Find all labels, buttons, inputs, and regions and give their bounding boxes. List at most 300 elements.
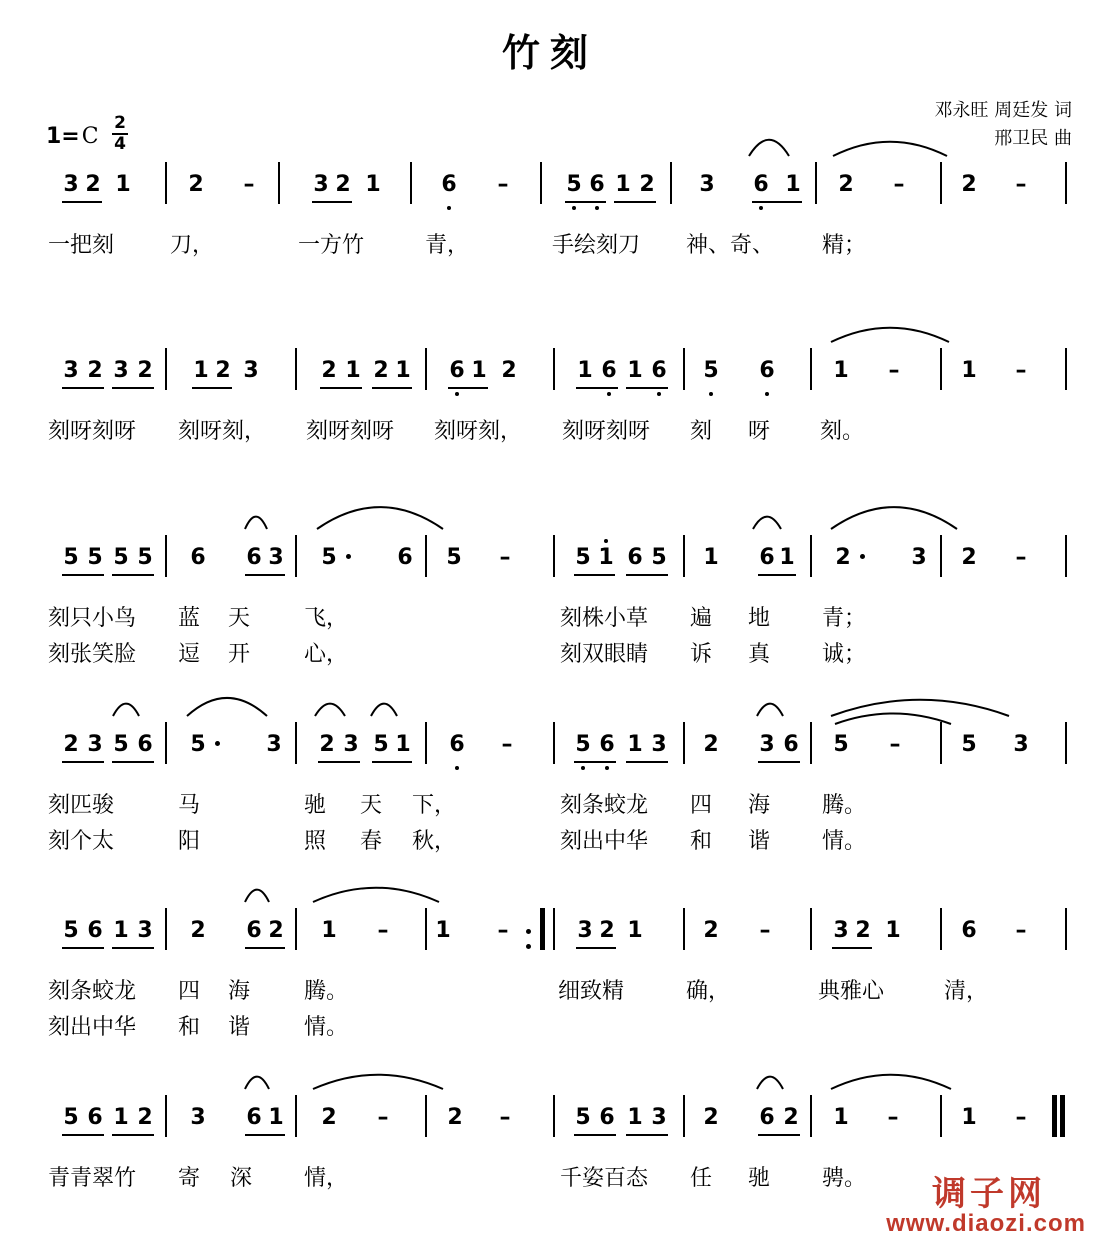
lyric-text: 神、奇、: [686, 233, 775, 258]
beam: [758, 1134, 800, 1136]
note: 2: [855, 918, 871, 943]
slur: [830, 1073, 952, 1091]
note: 1: [345, 358, 361, 383]
note: 3: [113, 358, 129, 383]
barline: [940, 162, 942, 204]
beam: [574, 1134, 616, 1136]
beam: [245, 947, 285, 949]
barline: [165, 1095, 167, 1137]
note: 2: [703, 1105, 719, 1130]
lyric-text: 刻出中华: [48, 1015, 137, 1040]
barline: [810, 348, 812, 390]
note: 1: [779, 545, 795, 570]
watermark-brand: 调子网: [932, 1174, 1046, 1214]
note: 3: [651, 732, 667, 757]
lyric-text: 深: [230, 1166, 253, 1191]
note: 6: [87, 1105, 103, 1130]
slur: [756, 702, 784, 718]
barline: [1065, 908, 1067, 950]
slur: [832, 140, 948, 158]
lyric-text: 细致精: [558, 979, 625, 1004]
slur: [244, 515, 268, 531]
lyric-text: 谐: [228, 1015, 251, 1040]
note: 2: [373, 358, 389, 383]
barline: [278, 162, 280, 204]
lyric-text: 青，: [425, 233, 470, 258]
note: 2: [838, 172, 854, 197]
note: 1: [627, 732, 643, 757]
beam: [752, 201, 802, 203]
song-title: 竹刻: [501, 31, 598, 75]
note: 3: [63, 358, 79, 383]
barline: [553, 908, 555, 950]
beam: [62, 761, 104, 763]
lyric-text: 骋。: [822, 1166, 867, 1191]
augmentation-dot: [860, 554, 865, 559]
lyric-text: 刻株小草: [560, 606, 649, 631]
repeat-dot: [526, 944, 531, 949]
lyric-text: 刻只小鸟: [48, 606, 137, 631]
barline: [553, 722, 555, 764]
lyric-text: 刻呀刻，: [434, 419, 523, 444]
lyric-text: 典雅心: [818, 979, 885, 1004]
dash-extension: –: [887, 1105, 899, 1130]
note: 5: [575, 545, 591, 570]
note: 6: [397, 545, 413, 570]
note: 5: [833, 732, 849, 757]
watermark-url: www.diaozi.com: [886, 1210, 1086, 1237]
octave-low-dot: [595, 206, 599, 210]
dash-extension: –: [889, 732, 901, 757]
augmentation-dot: [346, 554, 351, 559]
note: 6: [759, 1105, 775, 1130]
note: 1: [785, 172, 801, 197]
note: 2: [639, 172, 655, 197]
note: 2: [835, 545, 851, 570]
beam: [245, 1134, 285, 1136]
beam: [112, 947, 154, 949]
barline: [683, 348, 685, 390]
note: 2: [215, 358, 231, 383]
dash-extension: –: [1015, 545, 1027, 570]
dash-extension: –: [377, 918, 389, 943]
note: 5: [137, 545, 153, 570]
lyric-text: 刻呀刻，: [178, 419, 267, 444]
note: 2: [137, 1105, 153, 1130]
slur: [370, 702, 398, 718]
note: 3: [1013, 732, 1029, 757]
key-tonic: C: [81, 124, 99, 149]
barline: [165, 162, 167, 204]
barline: [1065, 535, 1067, 577]
note: 2: [137, 358, 153, 383]
note: 1: [885, 918, 901, 943]
note: 2: [961, 545, 977, 570]
lyric-text: 心，: [304, 642, 349, 667]
barline: [815, 162, 817, 204]
note: 5: [566, 172, 582, 197]
beam: [320, 387, 362, 389]
lyric-text: 蓝: [178, 606, 201, 631]
barline: [165, 722, 167, 764]
note: 6: [783, 732, 799, 757]
dash-extension: –: [501, 732, 513, 757]
note: 3: [137, 918, 153, 943]
barline: [940, 722, 942, 764]
beam: [626, 574, 668, 576]
octave-low-dot: [455, 766, 459, 770]
octave-low-dot: [455, 392, 459, 396]
slur: [834, 712, 952, 726]
note: 2: [63, 732, 79, 757]
dash-extension: –: [377, 1105, 389, 1130]
slur: [316, 505, 444, 531]
barline: [295, 348, 297, 390]
slur: [752, 515, 782, 531]
time-top: 2: [114, 113, 126, 133]
final-barline: [1052, 1095, 1057, 1137]
lyric-text: 千姿百态: [560, 1166, 649, 1191]
note: 6: [449, 732, 465, 757]
note: 3: [343, 732, 359, 757]
note: 1: [113, 918, 129, 943]
note: 1: [598, 545, 614, 570]
barline: [425, 535, 427, 577]
note: 2: [961, 172, 977, 197]
dash-extension: –: [497, 918, 509, 943]
note: 6: [449, 358, 465, 383]
lyric-text: 开: [228, 642, 251, 667]
slur: [244, 1075, 270, 1091]
lyric-text: 诚；: [822, 642, 867, 667]
final-barline: [1060, 1095, 1065, 1137]
note: 6: [759, 358, 775, 383]
beam: [758, 574, 796, 576]
barline: [940, 348, 942, 390]
lyric-text: 腾。: [304, 979, 349, 1004]
lyric-text: 刻条蛟龙: [48, 979, 137, 1004]
octave-low-dot: [709, 392, 713, 396]
barline: [1065, 348, 1067, 390]
note: 2: [321, 1105, 337, 1130]
note: 5: [190, 732, 206, 757]
lyric-text: 刻个太: [48, 829, 115, 854]
beam: [626, 387, 668, 389]
lyric-text: 逗: [178, 642, 201, 667]
beam: [758, 761, 800, 763]
lyric-text: 情。: [304, 1015, 349, 1040]
dash-extension: –: [1015, 358, 1027, 383]
slur: [312, 1073, 444, 1091]
note: 1: [703, 545, 719, 570]
barline: [1065, 722, 1067, 764]
note: 2: [268, 918, 284, 943]
note: 6: [190, 545, 206, 570]
dash-extension: –: [499, 545, 511, 570]
note: 5: [961, 732, 977, 757]
barline: [683, 908, 685, 950]
beam: [372, 387, 412, 389]
time-bottom: 4: [112, 133, 128, 154]
note: 3: [266, 732, 282, 757]
note: 6: [627, 545, 643, 570]
lyric-text: 刻张笑脸: [48, 642, 137, 667]
note: 5: [703, 358, 719, 383]
note: 6: [599, 1105, 615, 1130]
dash-extension: –: [1015, 918, 1027, 943]
beam: [62, 201, 102, 203]
lyric-text: 真: [748, 642, 771, 667]
barline: [683, 535, 685, 577]
beam: [626, 1134, 668, 1136]
slur: [314, 702, 346, 718]
note: 3: [87, 732, 103, 757]
note: 2: [703, 918, 719, 943]
barline: [1065, 162, 1067, 204]
barline: [810, 535, 812, 577]
beam: [574, 761, 616, 763]
lyric-text: 照: [304, 829, 327, 854]
barline: [670, 162, 672, 204]
lyric-text: 寄: [178, 1166, 201, 1191]
note: 5: [373, 732, 389, 757]
lyric-text: 四: [690, 793, 713, 818]
lyric-text: 任: [690, 1166, 713, 1191]
note: 6: [246, 545, 262, 570]
slur: [748, 138, 790, 158]
octave-low-dot: [581, 766, 585, 770]
lyric-text: 清，: [944, 979, 989, 1004]
beam: [192, 387, 232, 389]
lyric-text: 刻出中华: [560, 829, 649, 854]
note: 3: [190, 1105, 206, 1130]
lyric-text: 刻。: [820, 419, 865, 444]
barline: [940, 535, 942, 577]
octave-low-dot: [657, 392, 661, 396]
octave-low-dot: [605, 766, 609, 770]
lyric-text: 和: [690, 829, 713, 854]
lyric-text: 春: [360, 829, 383, 854]
lyric-text: 刻: [690, 419, 713, 444]
note: 2: [501, 358, 517, 383]
beam: [576, 387, 618, 389]
dash-extension: –: [499, 1105, 511, 1130]
note: 2: [447, 1105, 463, 1130]
note: 5: [63, 1105, 79, 1130]
beam: [62, 387, 104, 389]
note: 1: [833, 358, 849, 383]
note: 3: [833, 918, 849, 943]
barline: [553, 535, 555, 577]
beam: [112, 387, 154, 389]
note: 2: [188, 172, 204, 197]
note: 1: [627, 358, 643, 383]
note: 3: [577, 918, 593, 943]
barline: [553, 1095, 555, 1137]
lyric-text: 青青翠竹: [48, 1166, 137, 1191]
note: 2: [703, 732, 719, 757]
barline: [425, 348, 427, 390]
note: 5: [575, 732, 591, 757]
lyric-text: 呀: [748, 419, 771, 444]
note: 3: [651, 1105, 667, 1130]
barline: [810, 1095, 812, 1137]
dash-extension: –: [888, 358, 900, 383]
lyric-text: 海: [228, 979, 251, 1004]
note: 6: [961, 918, 977, 943]
octave-low-dot: [572, 206, 576, 210]
time-signature: [112, 114, 128, 154]
note: 5: [87, 545, 103, 570]
lyric-text: 精；: [822, 233, 867, 258]
lyric-text: 驰: [748, 1166, 771, 1191]
lyric-text: 刻呀刻呀: [562, 419, 651, 444]
note: 6: [601, 358, 617, 383]
barline: [165, 535, 167, 577]
beam: [245, 574, 285, 576]
note: 3: [313, 172, 329, 197]
lyric-text: 刻呀刻呀: [306, 419, 395, 444]
lyric-text: 刀，: [170, 233, 215, 258]
lyric-text: 海: [748, 793, 771, 818]
note: 2: [335, 172, 351, 197]
note: 1: [395, 732, 411, 757]
note: 6: [246, 918, 262, 943]
octave-low-dot: [765, 392, 769, 396]
dash-extension: –: [243, 172, 255, 197]
lyric-text: 下，: [412, 793, 457, 818]
octave-high-dot: [604, 539, 608, 543]
note: 6: [246, 1105, 262, 1130]
lyric-text: 腾。: [822, 793, 867, 818]
barline: [295, 908, 297, 950]
note: 6: [87, 918, 103, 943]
beam: [372, 761, 412, 763]
note: 5: [575, 1105, 591, 1130]
barline: [940, 908, 942, 950]
lyric-text: 和: [178, 1015, 201, 1040]
lyric-text: 手绘刻刀: [552, 233, 641, 258]
slur: [830, 326, 950, 344]
note: 1: [113, 1105, 129, 1130]
note: 3: [63, 172, 79, 197]
dash-extension: –: [759, 918, 771, 943]
octave-low-dot: [759, 206, 763, 210]
barline: [165, 908, 167, 950]
lyric-text: 情，: [304, 1166, 349, 1191]
dash-extension: –: [1015, 1105, 1027, 1130]
barline: [165, 348, 167, 390]
lyric-text: 一把刻: [48, 233, 115, 258]
beam: [318, 761, 360, 763]
note: 6: [137, 732, 153, 757]
barline: [540, 162, 542, 204]
note: 2: [321, 358, 337, 383]
note: 1: [435, 918, 451, 943]
note: 1: [395, 358, 411, 383]
barline: [425, 1095, 427, 1137]
note: 3: [268, 545, 284, 570]
note: 6: [759, 545, 775, 570]
barline: [553, 348, 555, 390]
lyric-text: 刻呀刻呀: [48, 419, 137, 444]
note: 6: [753, 172, 769, 197]
lyric-text: 阳: [178, 829, 201, 854]
dash-extension: –: [893, 172, 905, 197]
beam: [112, 574, 154, 576]
augmentation-dot: [215, 741, 220, 746]
note: 5: [651, 545, 667, 570]
lyric-text: 飞，: [304, 606, 349, 631]
lyric-text: 一方竹: [298, 233, 365, 258]
slur: [830, 505, 958, 531]
beam: [62, 1134, 104, 1136]
key-prefix: 1=: [46, 124, 80, 149]
note: 6: [589, 172, 605, 197]
slur: [244, 888, 270, 904]
composer-credit: 邢卫民 曲: [994, 128, 1072, 149]
note: 1: [365, 172, 381, 197]
note: 1: [627, 1105, 643, 1130]
note: 1: [961, 358, 977, 383]
barline: [425, 908, 427, 950]
note: 6: [599, 732, 615, 757]
lyric-text: 天: [228, 606, 251, 631]
barline: [683, 722, 685, 764]
lyricist-credit: 邓永旺 周廷发 词: [934, 100, 1072, 121]
dash-extension: –: [1015, 172, 1027, 197]
note: 5: [113, 545, 129, 570]
barline: [810, 908, 812, 950]
beam: [112, 761, 154, 763]
beam: [574, 574, 615, 576]
note: 2: [87, 358, 103, 383]
lyric-text: 青；: [822, 606, 867, 631]
beam: [626, 761, 668, 763]
note: 1: [193, 358, 209, 383]
lyric-text: 秋，: [412, 829, 457, 854]
lyric-text: 诉: [690, 642, 713, 667]
lyric-text: 确，: [686, 979, 731, 1004]
dash-extension: –: [497, 172, 509, 197]
barline: [940, 1095, 942, 1137]
lyric-text: 情。: [822, 829, 867, 854]
slur: [756, 1075, 784, 1091]
note: 1: [321, 918, 337, 943]
note: 6: [651, 358, 667, 383]
beam: [448, 387, 488, 389]
note: 5: [113, 732, 129, 757]
note: 1: [471, 358, 487, 383]
note: 3: [759, 732, 775, 757]
note: 2: [190, 918, 206, 943]
repeat-dot: [526, 929, 531, 934]
note: 1: [627, 918, 643, 943]
beam: [62, 947, 104, 949]
beam: [576, 947, 616, 949]
note: 1: [615, 172, 631, 197]
lyric-text: 地: [748, 606, 771, 631]
lyric-text: 遍: [690, 606, 713, 631]
note: 5: [446, 545, 462, 570]
final-barline: [540, 908, 545, 950]
barline: [295, 535, 297, 577]
lyric-text: 天: [360, 793, 383, 818]
barline: [425, 722, 427, 764]
beam: [565, 201, 606, 203]
beam: [614, 201, 656, 203]
octave-low-dot: [607, 392, 611, 396]
